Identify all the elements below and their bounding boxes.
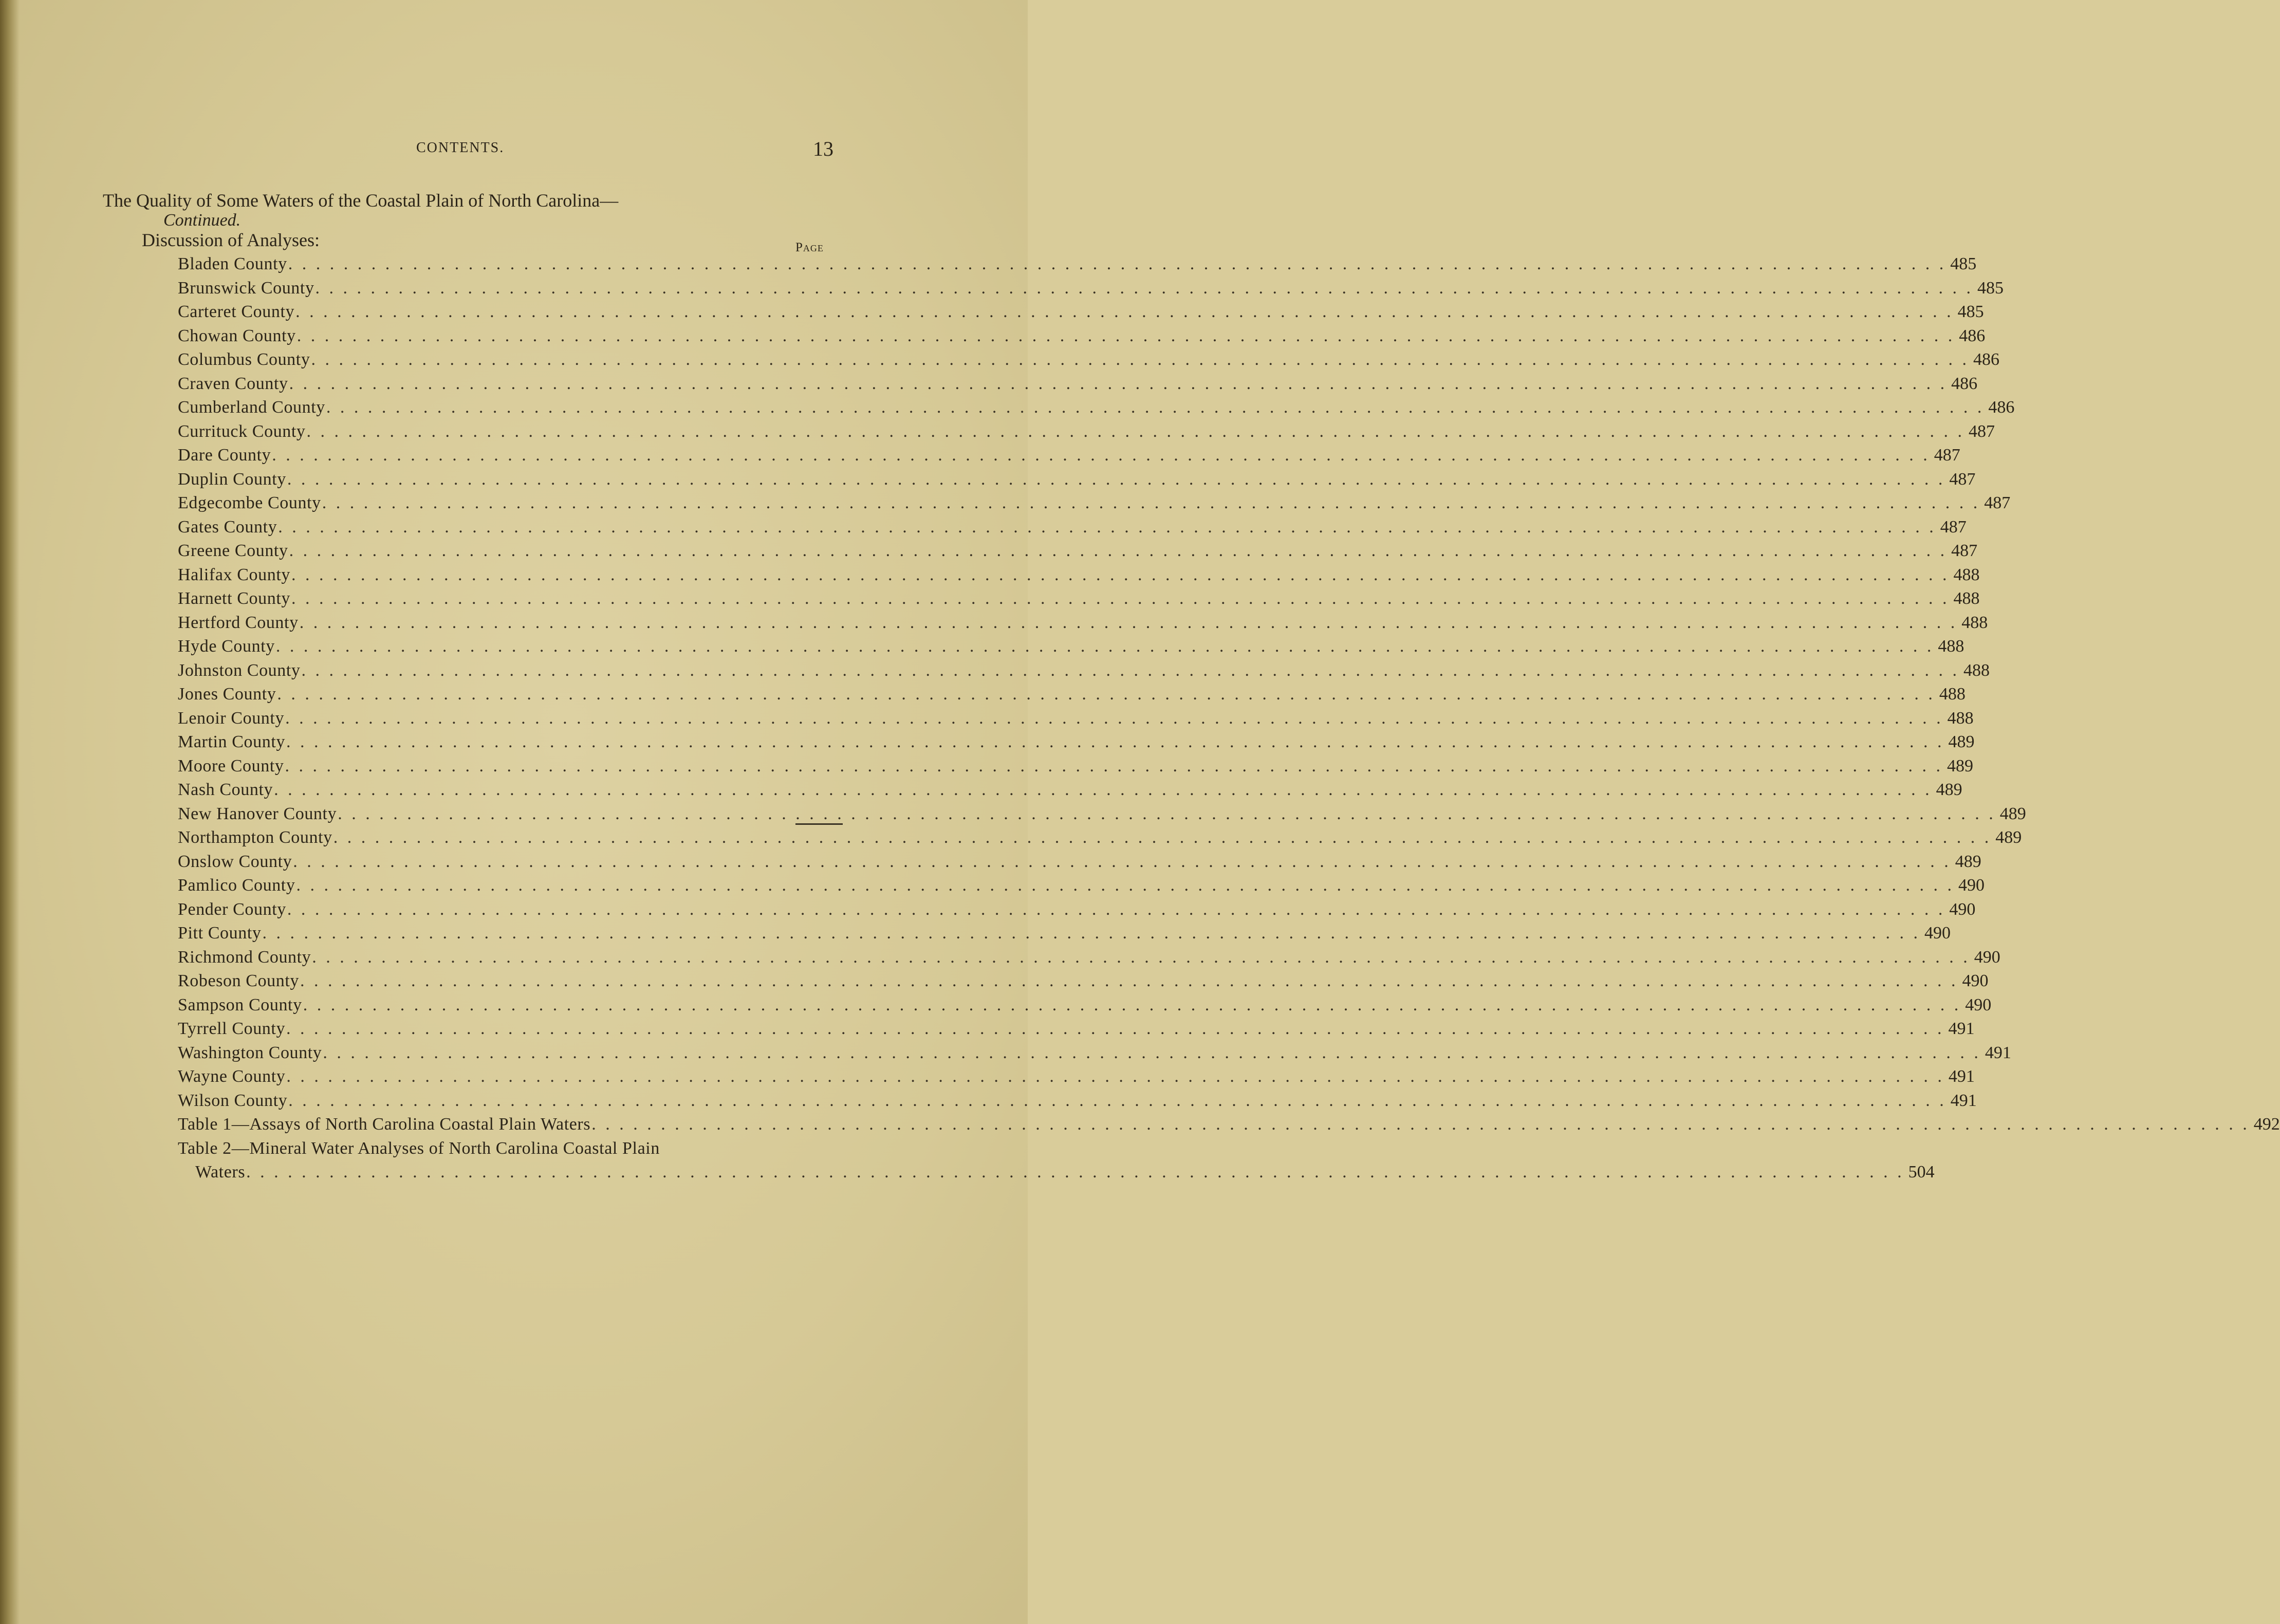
toc-entry-page: 489	[1995, 828, 2022, 847]
toc-leader-dots: . . . . . . . . . . . . . . . . . . . . . . . . . . . . . . . . . . . . . . . . . . . . . . . . . . . . . . . . . . . . . . . . . . . . . . . . . . . . . . . . . . . . . . . . . . . . . . . . . . . . . . . . . . . . . . . . . . . . . . . .	[287, 899, 1945, 919]
toc-entry	[178, 302, 1984, 326]
toc-leader-dots: . . . . . . . . . . . . . . . . . . . . . . . . . . . . . . . . . . . . . . . . . . . . . . . . . . . . . . . . . . . . . . . . . . . . . . . . . . . . . . . . . . . . . . . . . . . . . . . . . . . . . . . . . . . . . . . . . . . . . . . .	[272, 446, 1930, 465]
toc-entry	[178, 660, 1990, 685]
toc-leader-dots: . . . . . . . . . . . . . . . . . . . . . . . . . . . . . . . . . . . . . . . . . . . . . . . . . . . . . . . . . . . . . . . . . . . . . . . . . . . . . . . . . . . . . . . . . . . . . . . . . . . . . . . . . . . . . . . . . . . . . . . .	[286, 732, 1944, 751]
toc-entry-label: Currituck County	[178, 421, 306, 441]
toc-leader-dots: . . . . . . . . . . . . . . . . . . . . . . . . . . . . . . . . . . . . . . . . . . . . . . . . . . . . . . . . . . . . . . . . . . . . . . . . . . . . . . . . . . . . . . . . . . . . . . . . . . . . . . . . . . . . . . . . . . . . . . . .	[288, 1091, 1947, 1110]
toc-leader-dots: . . . . . . . . . . . . . . . . . . . . . . . . . . . . . . . . . . . . . . . . . . . . . . . . . . . . . . . . . . . . . . . . . . . . . . . . . . . . . . . . . . . . . . . . . . . . . . . . . . . . . . . . . . . . . . . . . . . . . . . .	[289, 374, 1948, 393]
toc-entry	[178, 326, 1986, 350]
toc-leader-dots: . . . . . . . . . . . . . . . . . . . . . . . . . . . . . . . . . . . . . . . . . . . . . . . . . . . . . . . . . . . . . . . . . . . . . . . . . . . . . . . . . . . . . . . . . . . . . . . . . . . . . . . . . . . . . . . . . . . . . . . .	[296, 876, 1954, 895]
toc-entry-label: Johnston County	[178, 660, 301, 680]
toc-leader-dots: . . . . . . . . . . . . . . . . . . . . . . . . . . . . . . . . . . . . . . . . . . . . . . . . . . . . . . . . . . . . . . . . . . . . . . . . . . . . . . . . . . . . . . . . . . . . . . . . . . . . . . . . . . . . . . . . . . . . . . . .	[293, 852, 1951, 871]
toc-leader-dots: . . . . . . . . . . . . . . . . . . . . . . . . . . . . . . . . . . . . . . . . . . . . . . . . . . . . . . . . . . . . . . . . . . . . . . . . . . . . . . . . . . . . . . . . . . . . . . . . . . . . . . . . . . . . . . . . . . . . . . . .	[333, 828, 1992, 847]
toc-entry-page: 486	[1959, 326, 1986, 345]
toc-leader-dots: . . . . . . . . . . . . . . . . . . . . . . . . . . . . . . . . . . . . . . . . . . . . . . . . . . . . . . . . . . . . . . . . . . . . . . . . . . . . . . . . . . . . . . . . . . . . . . . . . . . . . . . . . . . . . . . . . . . . . . . .	[312, 947, 1970, 967]
toc-entry	[178, 1115, 2280, 1139]
toc-entry	[178, 780, 1962, 804]
toc-entry-label: Harnett County	[178, 589, 290, 608]
toc-entry	[178, 876, 1985, 900]
toc-entry-page: 490	[1962, 971, 1989, 990]
toc-entry-label: Tyrrell County	[178, 1019, 286, 1038]
toc-leader-dots: . . . . . . . . . . . . . . . . . . . . . . . . . . . . . . . . . . . . . . . . . . . . . . . . . . . . . . . . . . . . . . . . . . . . . . . . . . . . . . . . . . . . . . . . . . . . . . . . . . . . . . . . . . . . . . . . . . . . . . . .	[285, 756, 1943, 776]
toc-entry-page: 486	[1988, 398, 2015, 417]
toc-leader-dots: . . . . . . . . . . . . . . . . . . . . . . . . . . . . . . . . . . . . . . . . . . . . . . . . . . . . . . . . . . . . . . . . . . . . . . . . . . . . . . . . . . . . . . . . . . . . . . . . . . . . . . . . . . . . . . . . . . . . . . . .	[323, 1043, 1981, 1062]
toc-entry-page: 488	[1961, 613, 1988, 632]
toc-entry-page: 491	[1950, 1091, 1977, 1110]
toc-entry-page: 488	[1939, 685, 1966, 704]
toc-entry-label: Edgecombe County	[178, 493, 321, 512]
toc-entry-page: 487	[1940, 517, 1967, 537]
handwritten-underline-mark	[795, 823, 843, 825]
toc-final-entry-line1: Table 2—Mineral Water Analyses of North Carolina Coastal Plain	[178, 1138, 660, 1158]
toc-entry	[178, 254, 1977, 279]
toc-leader-dots: . . . . . . . . . . . . . . . . . . . . . . . . . . . . . . . . . . . . . . . . . . . . . . . . . . . . . . . . . . . . . . . . . . . . . . . . . . . . . . . . . . . . . . . . . . . . . . . . . . . . . . . . . . . . . . . . . . . . . . . .	[591, 1115, 2250, 1134]
toc-entry	[178, 350, 1999, 374]
toc-entry	[178, 708, 1974, 733]
toc-entry	[178, 828, 2022, 852]
toc-final-entry-line2	[178, 1162, 1935, 1187]
toc-entry	[178, 493, 2011, 518]
toc-entry-label: Moore County	[178, 756, 284, 776]
toc-leader-dots: . . . . . . . . . . . . . . . . . . . . . . . . . . . . . . . . . . . . . . . . . . . . . . . . . . . . . . . . . . . . . . . . . . . . . . . . . . . . . . . . . . . . . . . . . . . . . . . . . . . . . . . . . . . . . . . . . . . . . . . .	[287, 469, 1945, 489]
toc-entry	[178, 613, 1988, 637]
toc-entry	[178, 421, 1995, 446]
toc-leader-dots: . . . . . . . . . . . . . . . . . . . . . . . . . . . . . . . . . . . . . . . . . . . . . . . . . . . . . . . . . . . . . . . . . . . . . . . . . . . . . . . . . . . . . . . . . . . . . . . . . . . . . . . . . . . . . . . . . . . . . . . .	[274, 780, 1932, 799]
section-continued-note: Continued.	[163, 211, 241, 230]
toc-entry	[178, 995, 1992, 1020]
toc-leader-dots: . . . . . . . . . . . . . . . . . . . . . . . . . . . . . . . . . . . . . . . . . . . . . . . . . . . . . . . . . . . . . . . . . . . . . . . . . . . . . . . . . . . . . . . . . . . . . . . . . . . . . . . . . . . . . . . . . . . . . . . .	[291, 565, 1950, 584]
toc-entry-label: Table 1—Assays of North Carolina Coastal Plain Waters	[178, 1115, 591, 1134]
toc-entry-page: 492	[2253, 1115, 2280, 1134]
toc-entry-label: Gates County	[178, 517, 277, 537]
toc-entry-label: Onslow County	[178, 852, 292, 871]
toc-entry-label: Sampson County	[178, 995, 302, 1014]
toc-leader-dots: . . . . . . . . . . . . . . . . . . . . . . . . . . . . . . . . . . . . . . . . . . . . . . . . . . . . . . . . . . . . . . . . . . . . . . . . . . . . . . . . . . . . . . . . . . . . . . . . . . . . . . . . . . . . . . . . . . . . . . . .	[296, 326, 1955, 345]
toc-entry	[178, 1043, 2011, 1067]
toc-entry-label: Wilson County	[178, 1091, 288, 1110]
toc-entry-label: Chowan County	[178, 326, 296, 345]
toc-entry	[178, 517, 1967, 542]
toc-entry	[178, 565, 1980, 589]
toc-entry-page: 489	[1936, 780, 1962, 799]
toc-entry-label: Washington County	[178, 1043, 322, 1062]
toc-entry-page: 485	[1957, 302, 1984, 321]
toc-entry-label: Cumberland County	[178, 398, 325, 417]
toc-entry-label: New Hanover County	[178, 804, 337, 823]
toc-entry-label: Greene County	[178, 541, 288, 560]
toc-entry-label: Jones County	[178, 685, 276, 704]
toc-entry-label: Halifax County	[178, 565, 290, 584]
toc-entry-page: 487	[1984, 493, 2011, 512]
toc-entry-page: 487	[1969, 421, 1995, 441]
toc-entry-label: Pitt County	[178, 924, 262, 943]
running-header-title: CONTENTS.	[416, 140, 505, 156]
toc-entry-page: 491	[1985, 1043, 2011, 1062]
toc-entry	[178, 899, 1976, 924]
toc-entry	[178, 374, 1978, 398]
toc-entry-label: Craven County	[178, 374, 288, 393]
toc-leader-dots: . . . . . . . . . . . . . . . . . . . . . . . . . . . . . . . . . . . . . . . . . . . . . . . . . . . . . . . . . . . . . . . . . . . . . . . . . . . . . . . . . . . . . . . . . . . . . . . . . . . . . . . . . . . . . . . . . . . . . . . .	[277, 685, 1935, 704]
toc-entry-label: Nash County	[178, 780, 273, 799]
toc-leader-dots: . . . . . . . . . . . . . . . . . . . . . . . . . . . . . . . . . . . . . . . . . . . . . . . . . . . . . . . . . . . . . . . . . . . . . . . . . . . . . . . . . . . . . . . . . . . . . . . . . . . . . . . . . . . . . . . . . . . . . . . .	[295, 302, 1954, 321]
toc-entry	[178, 852, 1981, 876]
toc-leader-dots: . . . . . . . . . . . . . . . . . . . . . . . . . . . . . . . . . . . . . . . . . . . . . . . . . . . . . . . . . . . . . . . . . . . . . . . . . . . . . . . . . . . . . . . . . . . . . . . . . . . . . . . . . . . . . . . . . . . . . . . .	[315, 278, 1974, 298]
toc-list	[178, 254, 2280, 1187]
toc-leader-dots: . . . . . . . . . . . . . . . . . . . . . . . . . . . . . . . . . . . . . . . . . . . . . . . . . . . . . . . . . . . . . . . . . . . . . . . . . . . . . . . . . . . . . . . . . . . . . . . . . . . . . . . . . . . . . . . . . . . . . . . .	[288, 254, 1947, 273]
toc-entry-page: 488	[1953, 589, 1980, 608]
toc-leader-dots: . . . . . . . . . . . . . . . . . . . . . . . . . . . . . . . . . . . . . . . . . . . . . . . . . . . . . . . . . . . . . . . . . . . . . . . . . . . . . . . . . . . . . . . . . . . . . . . . . . . . . . . . . . . . . . . . . . . . . . . .	[262, 924, 1920, 943]
toc-entry-label: Hertford County	[178, 613, 299, 632]
toc-leader-dots: . . . . . . . . . . . . . . . . . . . . . . . . . . . . . . . . . . . . . . . . . . . . . . . . . . . . . . . . . . . . . . . . . . . . . . . . . . . . . . . . . . . . . . . . . . . . . . . . . . . . . . . . . . . . . . . . . . . . . . . .	[289, 541, 1948, 560]
toc-leader-dots: . . . . . . . . . . . . . . . . . . . . . . . . . . . . . . . . . . . . . . . . . . . . . . . . . . . . . . . . . . . . . . . . . . . . . . . . . . . . . . . . . . . . . . . . . . . . . . . . . . . . . . . . . . . . . . . . . . . . . . . .	[322, 493, 1980, 512]
toc-entry-label: Northampton County	[178, 828, 332, 847]
toc-entry-label: Carteret County	[178, 302, 295, 321]
toc-leader-dots: . . . . . . . . . . . . . . . . . . . . . . . . . . . . . . . . . . . . . . . . . . . . . . . . . . . . . . . . . . . . . . . . . . . . . . . . . . . . . . . . . . . . . . . . . . . . . . . . . . . . . . . . . . . . . . . . . . . . . . . .	[275, 637, 1934, 656]
toc-entry-page: 488	[1953, 565, 1980, 584]
toc-entry-page: 487	[1949, 469, 1976, 489]
section-title: The Quality of Some Waters of the Coastal Plain of North Carolina—	[103, 190, 619, 211]
toc-entry	[178, 446, 1960, 470]
page-column-label: Page	[795, 241, 824, 254]
toc-entry-page: 490	[1958, 876, 1985, 895]
toc-entry-label: Martin County	[178, 732, 285, 751]
toc-entry	[178, 398, 2015, 422]
toc-entry	[178, 971, 1989, 995]
toc-entry-label: Pamlico County	[178, 876, 295, 895]
toc-entry-label: Brunswick County	[178, 278, 314, 298]
toc-leader-dots: . . . . . . . . . . . . . . . . . . . . . . . . . . . . . . . . . . . . . . . . . . . . . . . . . . . . . . . . . . . . . . . . . . . . . . . . . . . . . . . . . . . . . . . . . . . . . . . . . . . . . . . . . . . . . . . . . . . . . . . .	[311, 350, 1969, 369]
toc-entry-label: Hyde County	[178, 637, 275, 656]
toc-leader-dots: . . . . . . . . . . . . . . . . . . . . . . . . . . . . . . . . . . . . . . . . . . . . . . . . . . . . . . . . . . . . . . . . . . . . . . . . . . . . . . . . . . . . . . . . . . . . . . . . . . . . . . . . . . . . . . . . . . . . . . . .	[338, 804, 1996, 823]
toc-entry-page: 490	[1949, 899, 1976, 919]
toc-entry-label: Lenoir County	[178, 708, 285, 728]
toc-entry-page: 488	[1947, 708, 1974, 728]
toc-entry	[178, 1091, 1977, 1115]
toc-leader-dots: . . . . . . . . . . . . . . . . . . . . . . . . . . . . . . . . . . . . . . . . . . . . . . . . . . . . . . . . . . . . . . . . . . . . . . . . . . . . . . . . . . . . . . . . . . . . . . . . . . . . . . . . . . . . . . . . . . . . . . . .	[286, 1067, 1944, 1086]
toc-leader-dots: . . . . . . . . . . . . . . . . . . . . . . . . . . . . . . . . . . . . . . . . . . . . . . . . . . . . . . . . . . . . . . . . . . . . . . . . . . . . . . . . . . . . . . . . . . . . . . . . . . . . . . . . . . . . . . . . . . . . . . . .	[326, 398, 1985, 417]
toc-entry-label: Wayne County	[178, 1067, 286, 1086]
toc-entry	[178, 1019, 1975, 1043]
toc-entry-page: 490	[1924, 924, 1951, 943]
toc-entry-label: Richmond County	[178, 947, 311, 967]
toc-entry	[178, 804, 2026, 828]
toc-entry	[178, 756, 1973, 781]
toc-entry	[178, 1067, 1975, 1091]
toc-entry-label: Duplin County	[178, 469, 286, 489]
toc-leader-dots: . . . . . . . . . . . . . . . . . . . . . . . . . . . . . . . . . . . . . . . . . . . . . . . . . . . . . . . . . . . . . . . . . . . . . . . . . . . . . . . . . . . . . . . . . . . . . . . . . . . . . . . . . . . . . . . . . . . . . . . .	[278, 517, 1936, 537]
toc-entry	[178, 589, 1980, 613]
toc-entry	[178, 541, 1978, 565]
toc-leader-dots: . . . . . . . . . . . . . . . . . . . . . . . . . . . . . . . . . . . . . . . . . . . . . . . . . . . . . . . . . . . . . . . . . . . . . . . . . . . . . . . . . . . . . . . . . . . . . . . . . . . . . . . . . . . . . . . . . . . . . . . .	[246, 1162, 1904, 1182]
toc-entry-label: Waters	[195, 1162, 246, 1182]
toc-entry-page: 491	[1948, 1019, 1975, 1038]
toc-entry-label: Columbus County	[178, 350, 310, 369]
toc-leader-dots: . . . . . . . . . . . . . . . . . . . . . . . . . . . . . . . . . . . . . . . . . . . . . . . . . . . . . . . . . . . . . . . . . . . . . . . . . . . . . . . . . . . . . . . . . . . . . . . . . . . . . . . . . . . . . . . . . . . . . . . .	[286, 1019, 1944, 1038]
toc-entry	[178, 637, 1964, 661]
toc-entry-page: 490	[1965, 995, 1992, 1014]
toc-entry	[178, 278, 2004, 303]
toc-leader-dots: . . . . . . . . . . . . . . . . . . . . . . . . . . . . . . . . . . . . . . . . . . . . . . . . . . . . . . . . . . . . . . . . . . . . . . . . . . . . . . . . . . . . . . . . . . . . . . . . . . . . . . . . . . . . . . . . . . . . . . . .	[301, 660, 1960, 680]
toc-entry-page: 488	[1938, 637, 1964, 656]
toc-entry-page: 485	[1977, 278, 2004, 298]
toc-leader-dots: . . . . . . . . . . . . . . . . . . . . . . . . . . . . . . . . . . . . . . . . . . . . . . . . . . . . . . . . . . . . . . . . . . . . . . . . . . . . . . . . . . . . . . . . . . . . . . . . . . . . . . . . . . . . . . . . . . . . . . . .	[300, 971, 1958, 990]
toc-entry-page: 485	[1950, 254, 1977, 273]
toc-entry-page: 487	[1951, 541, 1978, 560]
toc-entry-page: 488	[1963, 660, 1990, 680]
toc-entry	[178, 469, 1976, 494]
toc-entry	[178, 947, 2000, 972]
toc-leader-dots: . . . . . . . . . . . . . . . . . . . . . . . . . . . . . . . . . . . . . . . . . . . . . . . . . . . . . . . . . . . . . . . . . . . . . . . . . . . . . . . . . . . . . . . . . . . . . . . . . . . . . . . . . . . . . . . . . . . . . . . .	[299, 613, 1958, 632]
toc-leader-dots: . . . . . . . . . . . . . . . . . . . . . . . . . . . . . . . . . . . . . . . . . . . . . . . . . . . . . . . . . . . . . . . . . . . . . . . . . . . . . . . . . . . . . . . . . . . . . . . . . . . . . . . . . . . . . . . . . . . . . . . .	[306, 421, 1965, 441]
toc-entry-page: 489	[1955, 852, 1981, 871]
toc-entry	[178, 732, 1975, 756]
book-spine-shadow	[0, 0, 20, 1624]
subsection-heading: Discussion of Analyses:	[142, 230, 320, 250]
toc-entry	[178, 685, 1966, 709]
toc-leader-dots: . . . . . . . . . . . . . . . . . . . . . . . . . . . . . . . . . . . . . . . . . . . . . . . . . . . . . . . . . . . . . . . . . . . . . . . . . . . . . . . . . . . . . . . . . . . . . . . . . . . . . . . . . . . . . . . . . . . . . . . .	[303, 995, 1961, 1014]
running-header-page-number: 13	[813, 137, 833, 160]
toc-leader-dots: . . . . . . . . . . . . . . . . . . . . . . . . . . . . . . . . . . . . . . . . . . . . . . . . . . . . . . . . . . . . . . . . . . . . . . . . . . . . . . . . . . . . . . . . . . . . . . . . . . . . . . . . . . . . . . . . . . . . . . . .	[285, 708, 1943, 728]
toc-entry-label: Robeson County	[178, 971, 300, 990]
toc-entry-page: 489	[1999, 804, 2026, 823]
toc-entry-label: Pender County	[178, 899, 286, 919]
toc-entry-page: 504	[1908, 1162, 1935, 1182]
toc-entry-page: 486	[1951, 374, 1978, 393]
toc-entry	[178, 924, 1951, 948]
toc-entry-page: 489	[1947, 756, 1973, 776]
toc-entry-page: 490	[1974, 947, 2000, 967]
toc-leader-dots: . . . . . . . . . . . . . . . . . . . . . . . . . . . . . . . . . . . . . . . . . . . . . . . . . . . . . . . . . . . . . . . . . . . . . . . . . . . . . . . . . . . . . . . . . . . . . . . . . . . . . . . . . . . . . . . . . . . . . . . .	[291, 589, 1950, 608]
toc-entry-page: 486	[1973, 350, 1999, 369]
toc-entry-label: Dare County	[178, 446, 271, 465]
toc-entry-label: Bladen County	[178, 254, 287, 273]
toc-entry-page: 487	[1934, 446, 1960, 465]
toc-entry-page: 491	[1948, 1067, 1975, 1086]
toc-entry-page: 489	[1948, 732, 1975, 751]
